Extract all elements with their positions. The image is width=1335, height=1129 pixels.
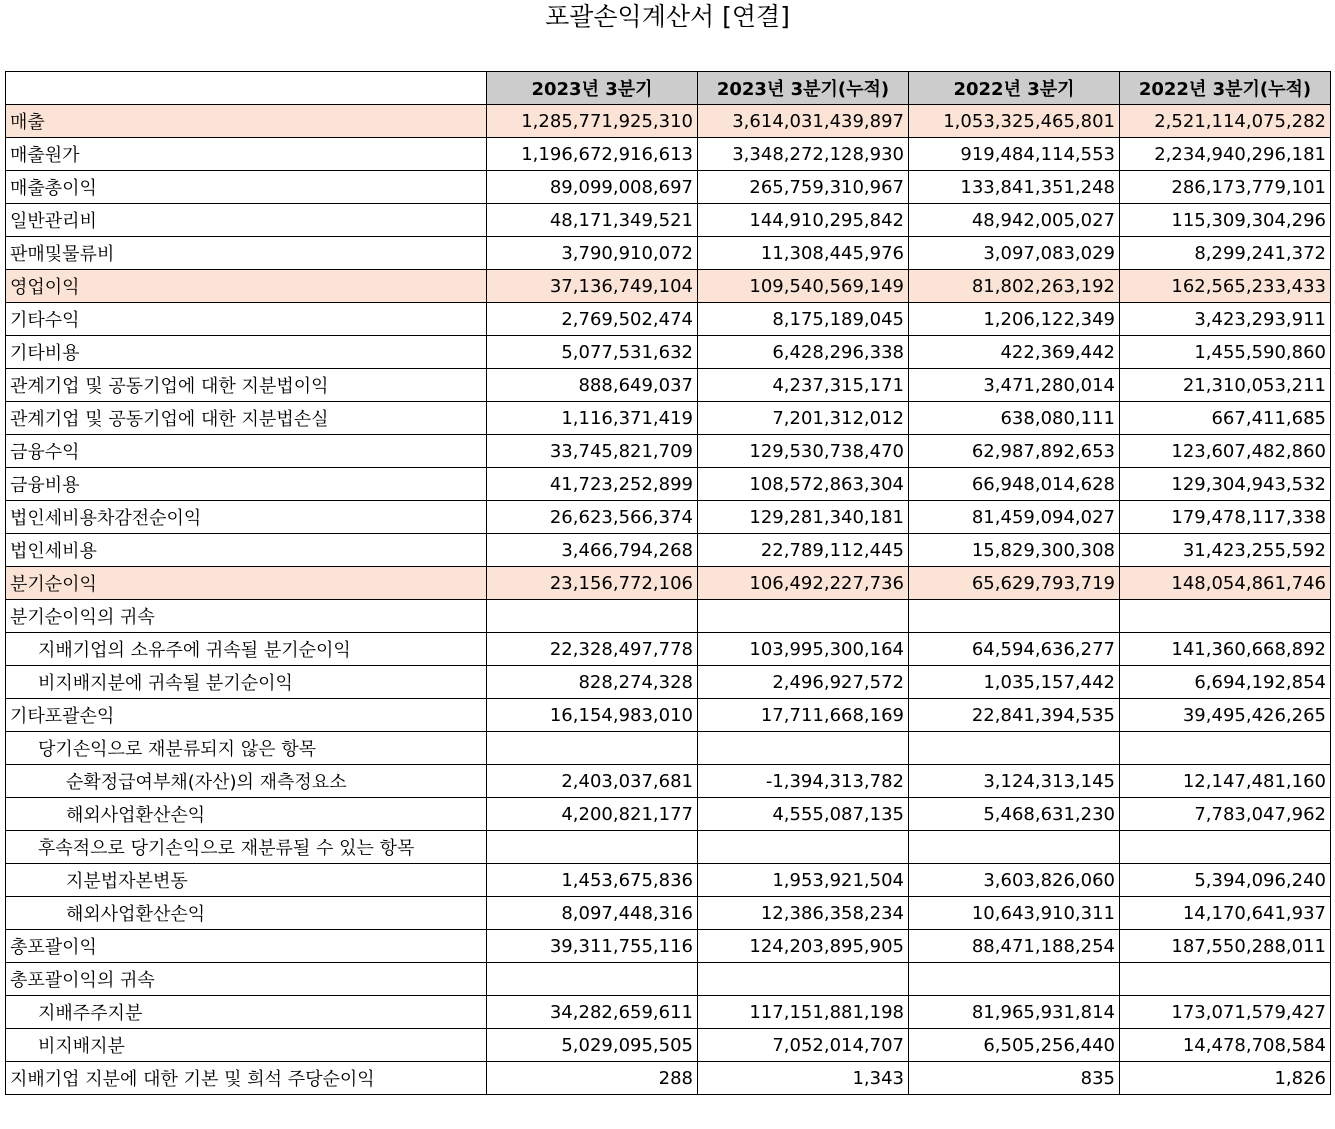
table-row xyxy=(6,996,1331,1029)
value-cell: 173,071,579,427 xyxy=(1120,996,1331,1029)
value-cell: 89,099,008,697 xyxy=(487,171,698,204)
value-cell xyxy=(487,831,698,864)
value-cell: 1,206,122,349 xyxy=(909,303,1120,336)
value-cell: 4,237,315,171 xyxy=(698,369,909,402)
value-cell: 62,987,892,653 xyxy=(909,435,1120,468)
value-cell: 7,201,312,012 xyxy=(698,402,909,435)
row-label: 법인세비용 xyxy=(6,534,487,567)
value-cell: 124,203,895,905 xyxy=(698,930,909,963)
value-cell xyxy=(1120,732,1331,765)
row-label: 금융수익 xyxy=(6,435,487,468)
column-header: 2023년 3분기(누적) xyxy=(698,72,909,105)
header-blank-cell xyxy=(6,72,487,105)
value-cell xyxy=(909,963,1120,996)
value-cell: 8,299,241,372 xyxy=(1120,237,1331,270)
table-row xyxy=(6,897,1331,930)
value-cell: 129,304,943,532 xyxy=(1120,468,1331,501)
value-cell: 288 xyxy=(487,1062,698,1095)
value-cell: 12,147,481,160 xyxy=(1120,765,1331,798)
value-cell: 64,594,636,277 xyxy=(909,633,1120,666)
value-cell: 1,343 xyxy=(698,1062,909,1095)
value-cell: 8,175,189,045 xyxy=(698,303,909,336)
value-cell: 5,468,631,230 xyxy=(909,798,1120,831)
row-label: 분기순이익의 귀속 xyxy=(6,600,487,633)
row-label: 금융비용 xyxy=(6,468,487,501)
table-row xyxy=(6,468,1331,501)
value-cell: 1,953,921,504 xyxy=(698,864,909,897)
table-row xyxy=(6,765,1331,798)
row-label: 매출 xyxy=(6,105,487,138)
row-label: 순확정급여부채(자산)의 재측정요소 xyxy=(6,765,487,798)
row-label: 관계기업 및 공동기업에 대한 지분법손실 xyxy=(6,402,487,435)
row-label: 지배기업 지분에 대한 기본 및 희석 주당순이익 xyxy=(6,1062,487,1095)
value-cell: 3,603,826,060 xyxy=(909,864,1120,897)
value-cell: 835 xyxy=(909,1062,1120,1095)
value-cell: 179,478,117,338 xyxy=(1120,501,1331,534)
value-cell: 26,623,566,374 xyxy=(487,501,698,534)
value-cell: 23,156,772,106 xyxy=(487,567,698,600)
value-cell: 109,540,569,149 xyxy=(698,270,909,303)
row-label: 영업이익 xyxy=(6,270,487,303)
row-label: 판매및물류비 xyxy=(6,237,487,270)
table-row xyxy=(6,666,1331,699)
value-cell: 14,170,641,937 xyxy=(1120,897,1331,930)
value-cell xyxy=(909,600,1120,633)
table-row xyxy=(6,963,1331,996)
table-row xyxy=(6,369,1331,402)
value-cell: 7,052,014,707 xyxy=(698,1029,909,1062)
table-row xyxy=(6,1062,1331,1095)
column-header: 2023년 3분기 xyxy=(487,72,698,105)
table-row xyxy=(6,567,1331,600)
row-label: 지배주주지분 xyxy=(6,996,487,1029)
value-cell: 888,649,037 xyxy=(487,369,698,402)
value-cell: 65,629,793,719 xyxy=(909,567,1120,600)
table-row xyxy=(6,237,1331,270)
row-label: 법인세비용차감전순이익 xyxy=(6,501,487,534)
value-cell: 15,829,300,308 xyxy=(909,534,1120,567)
table-row xyxy=(6,171,1331,204)
row-label: 해외사업환산손익 xyxy=(6,798,487,831)
table-row xyxy=(6,105,1331,138)
table-body xyxy=(6,105,1331,1095)
value-cell xyxy=(698,600,909,633)
table-row xyxy=(6,402,1331,435)
value-cell: 11,308,445,976 xyxy=(698,237,909,270)
value-cell: 22,789,112,445 xyxy=(698,534,909,567)
value-cell: 1,826 xyxy=(1120,1062,1331,1095)
value-cell: 10,643,910,311 xyxy=(909,897,1120,930)
value-cell: 16,154,983,010 xyxy=(487,699,698,732)
value-cell xyxy=(909,831,1120,864)
value-cell: 22,328,497,778 xyxy=(487,633,698,666)
value-cell: 31,423,255,592 xyxy=(1120,534,1331,567)
value-cell: 3,097,083,029 xyxy=(909,237,1120,270)
column-header: 2022년 3분기 xyxy=(909,72,1120,105)
value-cell: 8,097,448,316 xyxy=(487,897,698,930)
value-cell: 6,505,256,440 xyxy=(909,1029,1120,1062)
row-label: 총포괄이익 xyxy=(6,930,487,963)
table-row xyxy=(6,633,1331,666)
value-cell xyxy=(1120,831,1331,864)
value-cell: 22,841,394,535 xyxy=(909,699,1120,732)
row-label: 비지배지분 xyxy=(6,1029,487,1062)
value-cell: 3,348,272,128,930 xyxy=(698,138,909,171)
value-cell: 6,694,192,854 xyxy=(1120,666,1331,699)
table-row xyxy=(6,138,1331,171)
value-cell: 34,282,659,611 xyxy=(487,996,698,1029)
table-row xyxy=(6,798,1331,831)
value-cell: -1,394,313,782 xyxy=(698,765,909,798)
row-label: 총포괄이익의 귀속 xyxy=(6,963,487,996)
value-cell xyxy=(909,732,1120,765)
row-label: 관계기업 및 공동기업에 대한 지분법이익 xyxy=(6,369,487,402)
header-row xyxy=(6,72,1331,105)
value-cell xyxy=(487,732,698,765)
table-row xyxy=(6,204,1331,237)
value-cell: 103,995,300,164 xyxy=(698,633,909,666)
row-label: 기타수익 xyxy=(6,303,487,336)
table-row xyxy=(6,930,1331,963)
value-cell: 3,423,293,911 xyxy=(1120,303,1331,336)
table-row xyxy=(6,864,1331,897)
row-label: 기타비용 xyxy=(6,336,487,369)
value-cell: 108,572,863,304 xyxy=(698,468,909,501)
value-cell: 21,310,053,211 xyxy=(1120,369,1331,402)
value-cell: 14,478,708,584 xyxy=(1120,1029,1331,1062)
value-cell: 667,411,685 xyxy=(1120,402,1331,435)
value-cell: 3,790,910,072 xyxy=(487,237,698,270)
table-row xyxy=(6,600,1331,633)
table-row xyxy=(6,303,1331,336)
value-cell: 81,459,094,027 xyxy=(909,501,1120,534)
value-cell: 6,428,296,338 xyxy=(698,336,909,369)
value-cell xyxy=(487,600,698,633)
value-cell: 66,948,014,628 xyxy=(909,468,1120,501)
value-cell: 162,565,233,433 xyxy=(1120,270,1331,303)
row-label: 매출원가 xyxy=(6,138,487,171)
value-cell: 1,196,672,916,613 xyxy=(487,138,698,171)
value-cell: 5,394,096,240 xyxy=(1120,864,1331,897)
value-cell: 115,309,304,296 xyxy=(1120,204,1331,237)
table-row xyxy=(6,501,1331,534)
value-cell: 1,285,771,925,310 xyxy=(487,105,698,138)
value-cell: 106,492,227,736 xyxy=(698,567,909,600)
value-cell: 1,116,371,419 xyxy=(487,402,698,435)
value-cell: 4,555,087,135 xyxy=(698,798,909,831)
value-cell: 129,281,340,181 xyxy=(698,501,909,534)
table-row xyxy=(6,1029,1331,1062)
value-cell: 88,471,188,254 xyxy=(909,930,1120,963)
value-cell: 41,723,252,899 xyxy=(487,468,698,501)
value-cell: 48,942,005,027 xyxy=(909,204,1120,237)
value-cell: 919,484,114,553 xyxy=(909,138,1120,171)
value-cell: 286,173,779,101 xyxy=(1120,171,1331,204)
value-cell: 3,466,794,268 xyxy=(487,534,698,567)
value-cell: 117,151,881,198 xyxy=(698,996,909,1029)
value-cell xyxy=(698,963,909,996)
value-cell: 144,910,295,842 xyxy=(698,204,909,237)
value-cell: 17,711,668,169 xyxy=(698,699,909,732)
table-row xyxy=(6,336,1331,369)
value-cell: 148,054,861,746 xyxy=(1120,567,1331,600)
value-cell: 2,496,927,572 xyxy=(698,666,909,699)
value-cell: 39,495,426,265 xyxy=(1120,699,1331,732)
row-label: 매출총이익 xyxy=(6,171,487,204)
row-label: 분기순이익 xyxy=(6,567,487,600)
value-cell: 638,080,111 xyxy=(909,402,1120,435)
value-cell: 39,311,755,116 xyxy=(487,930,698,963)
value-cell: 1,455,590,860 xyxy=(1120,336,1331,369)
table-row xyxy=(6,534,1331,567)
value-cell xyxy=(487,963,698,996)
value-cell: 12,386,358,234 xyxy=(698,897,909,930)
value-cell: 123,607,482,860 xyxy=(1120,435,1331,468)
value-cell: 2,234,940,296,181 xyxy=(1120,138,1331,171)
page-title: 포괄손익계산서 [연결] xyxy=(545,2,790,31)
table-row xyxy=(6,435,1331,468)
value-cell: 7,783,047,962 xyxy=(1120,798,1331,831)
value-cell: 265,759,310,967 xyxy=(698,171,909,204)
value-cell: 4,200,821,177 xyxy=(487,798,698,831)
value-cell: 2,521,114,075,282 xyxy=(1120,105,1331,138)
value-cell: 3,614,031,439,897 xyxy=(698,105,909,138)
value-cell xyxy=(1120,963,1331,996)
row-label: 지배기업의 소유주에 귀속될 분기순이익 xyxy=(6,633,487,666)
value-cell: 48,171,349,521 xyxy=(487,204,698,237)
table-row xyxy=(6,699,1331,732)
value-cell: 1,053,325,465,801 xyxy=(909,105,1120,138)
row-label: 기타포괄손익 xyxy=(6,699,487,732)
row-label: 일반관리비 xyxy=(6,204,487,237)
value-cell: 2,403,037,681 xyxy=(487,765,698,798)
value-cell: 422,369,442 xyxy=(909,336,1120,369)
value-cell: 1,453,675,836 xyxy=(487,864,698,897)
value-cell: 5,077,531,632 xyxy=(487,336,698,369)
value-cell: 141,360,668,892 xyxy=(1120,633,1331,666)
value-cell: 81,965,931,814 xyxy=(909,996,1120,1029)
table-row xyxy=(6,732,1331,765)
value-cell: 828,274,328 xyxy=(487,666,698,699)
value-cell xyxy=(1120,600,1331,633)
value-cell: 37,136,749,104 xyxy=(487,270,698,303)
value-cell: 1,035,157,442 xyxy=(909,666,1120,699)
row-label: 해외사업환산손익 xyxy=(6,897,487,930)
value-cell: 187,550,288,011 xyxy=(1120,930,1331,963)
row-label: 당기손익으로 재분류되지 않은 항목 xyxy=(6,732,487,765)
row-label: 후속적으로 당기손익으로 재분류될 수 있는 항목 xyxy=(6,831,487,864)
value-cell: 133,841,351,248 xyxy=(909,171,1120,204)
value-cell: 81,802,263,192 xyxy=(909,270,1120,303)
value-cell: 129,530,738,470 xyxy=(698,435,909,468)
value-cell: 3,124,313,145 xyxy=(909,765,1120,798)
table-row xyxy=(6,270,1331,303)
row-label: 비지배지분에 귀속될 분기순이익 xyxy=(6,666,487,699)
table-row xyxy=(6,831,1331,864)
value-cell xyxy=(698,831,909,864)
value-cell: 3,471,280,014 xyxy=(909,369,1120,402)
column-header: 2022년 3분기(누적) xyxy=(1120,72,1331,105)
value-cell: 5,029,095,505 xyxy=(487,1029,698,1062)
value-cell: 33,745,821,709 xyxy=(487,435,698,468)
row-label: 지분법자본변동 xyxy=(6,864,487,897)
income-statement-table xyxy=(5,71,1331,1095)
value-cell: 2,769,502,474 xyxy=(487,303,698,336)
value-cell xyxy=(698,732,909,765)
